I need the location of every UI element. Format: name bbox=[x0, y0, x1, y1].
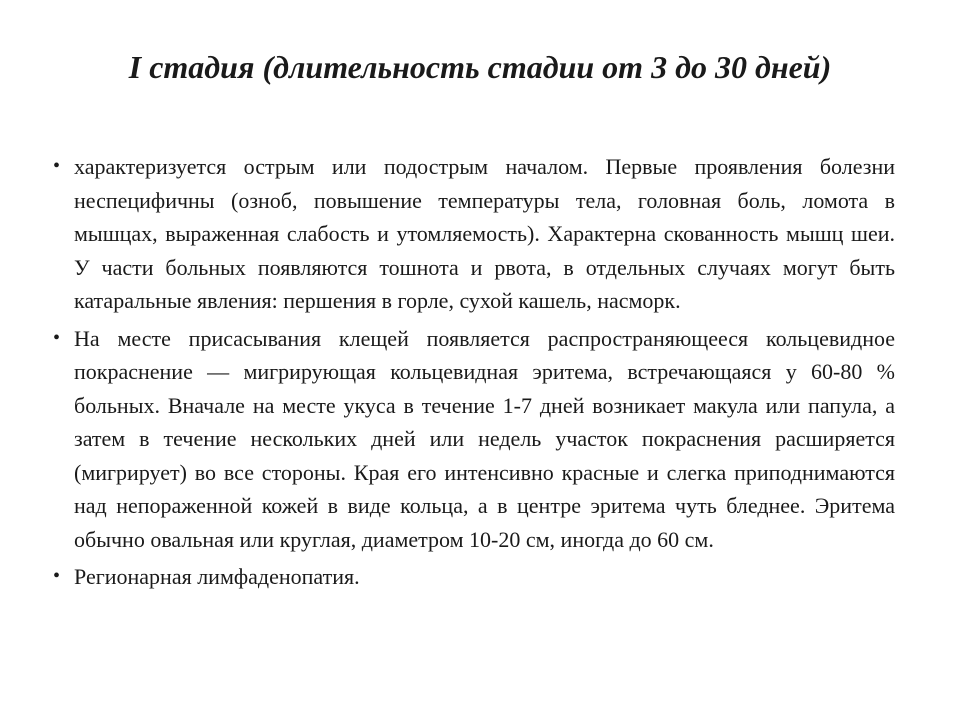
bullet-list bbox=[50, 150, 895, 594]
bullet-item-1 bbox=[50, 150, 895, 318]
slide-title: I стадия (длительность стадии от 3 до 30 дней) bbox=[128, 49, 832, 85]
bullet-text-2: На месте присасывания клещей появляется распространяющееся кольцевидное покраснение — мигрирующая кольцевидная эритема, встречающаяся у 60-80 % больных. Вначале на месте укуса в течение 1-7 дней возникает макула или папула, а затем в течение нескольких дней или недель участок покраснения расширяется (мигрирует) во все стороны. Края его интенсивно красные и слегка приподнимаются над непораженной кожей в виде кольца, а в центре эритема чуть бледнее. Эритема обычно овальная или круглая, диаметром 10-20 см, иногда до 60 см. bbox=[74, 325, 895, 552]
bullet-text-3: Регионарная лимфаденопатия. bbox=[74, 564, 360, 589]
bullet-icon: • bbox=[53, 155, 61, 177]
bullet-icon: • bbox=[53, 326, 61, 349]
bullet-item-2 bbox=[50, 322, 895, 557]
bullet-item-3 bbox=[50, 560, 895, 594]
bullet-text-1: характеризуется острым или подострым началом. Первые проявления болезни неспецифичны (озноб, повышение температуры тела, головная боль, ломота в мышцах, выраженная слабость и утомляемость). Характерна скованность мышц шеи. У части больных появляются тошнота и рвота, в отдельных случаях могут быть катаральные явления: першения в горле, сухой кашель, насморк. bbox=[74, 154, 895, 313]
bullet-icon: • bbox=[53, 565, 61, 587]
